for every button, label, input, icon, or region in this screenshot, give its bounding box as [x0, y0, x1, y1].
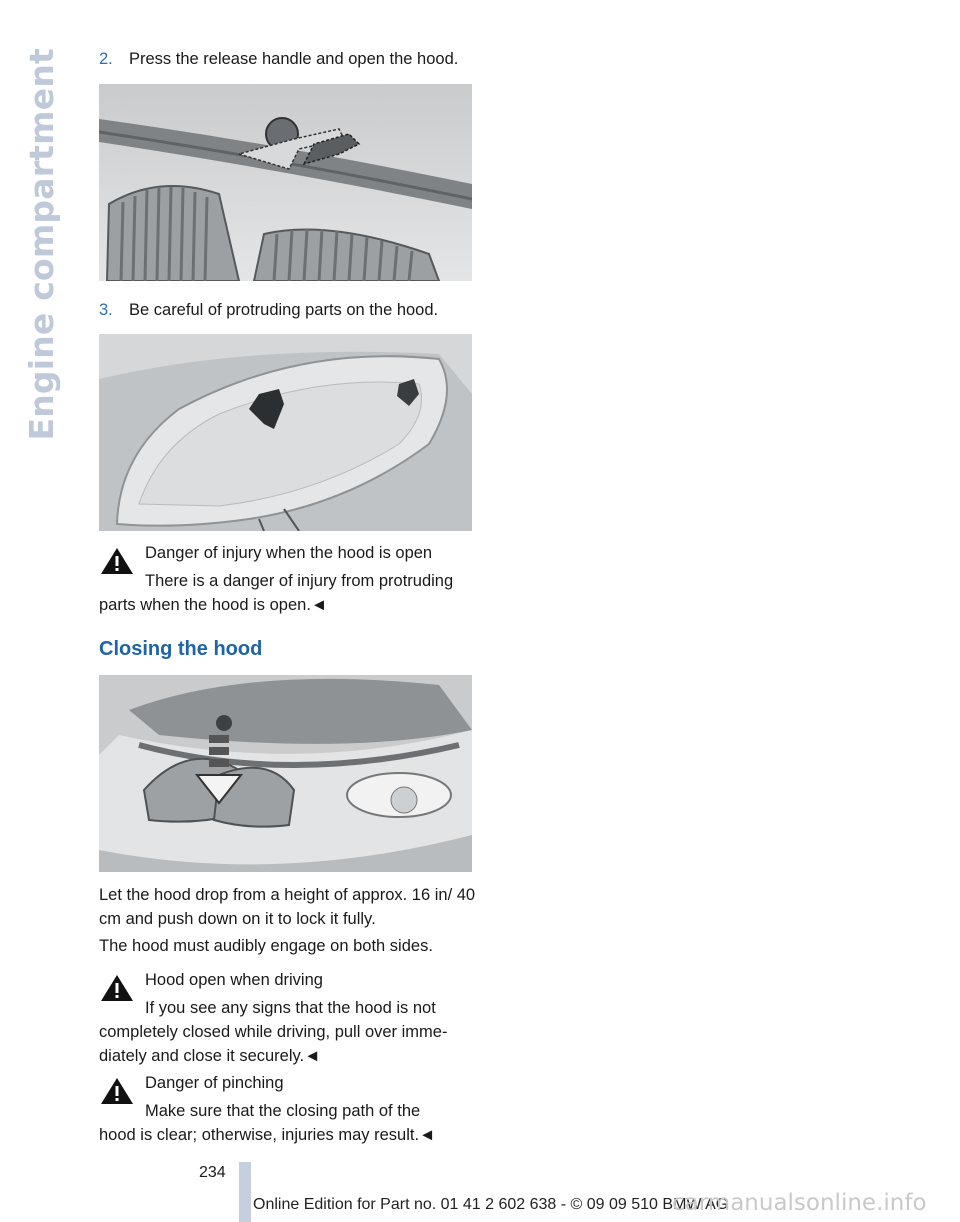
figure-hood-underside [99, 334, 472, 531]
warning-triangle-icon [99, 1075, 135, 1107]
section-title: Engine compartment [21, 48, 61, 441]
closing-note: The hood must audibly engage on both sides. [99, 937, 433, 955]
warning-hood-open-driving [99, 968, 479, 1068]
step-text: Press the release handle and open the hood. [129, 50, 459, 68]
warning-text-rest: parts when the hood is open.◄ [99, 596, 328, 614]
step-text: Be careful of protruding parts on the hood. [129, 301, 439, 319]
warning-triangle-icon [99, 972, 135, 1004]
step-2 [99, 48, 479, 70]
footer-bar [239, 1162, 251, 1222]
warning-title: Hood open when driving [145, 971, 323, 989]
watermark: carmanualsonline.info [672, 1190, 927, 1216]
warning-text-line: If you see any signs that the hood is not [145, 999, 436, 1017]
warning-title: Danger of pinching [145, 1074, 284, 1092]
warning-title: Danger of injury when the hood is open [145, 544, 433, 562]
figure-release-handle [99, 84, 472, 281]
warning-pinching [99, 1071, 479, 1147]
page-number: 234 [199, 1164, 226, 1181]
edition-line: Online Edition for Part no. 01 41 2 602 638 - © 09 09 510 BMW AG [253, 1196, 729, 1213]
figure-closing-hood [99, 675, 472, 872]
warning-text-line: Make sure that the closing path of the [145, 1102, 421, 1120]
section-side-tab [21, 48, 61, 441]
step-number: 2. [99, 50, 113, 68]
step-3 [99, 299, 479, 321]
warning-text-rest: completely closed while driving, pull over imme-diately and close it securely.◄ [99, 1023, 448, 1065]
closing-instructions: Let the hood drop from a height of approx. 16 in/ 40 cm and push down on it to lock it fully. [99, 886, 476, 928]
warning-hood-open [99, 541, 479, 617]
warning-text-line: There is a danger of injury from protruding [145, 572, 454, 590]
warning-text-rest: hood is clear; otherwise, injuries may result.◄ [99, 1126, 436, 1144]
section-heading: Closing the hood [99, 638, 263, 660]
warning-triangle-icon [99, 545, 135, 577]
step-number: 3. [99, 301, 113, 319]
